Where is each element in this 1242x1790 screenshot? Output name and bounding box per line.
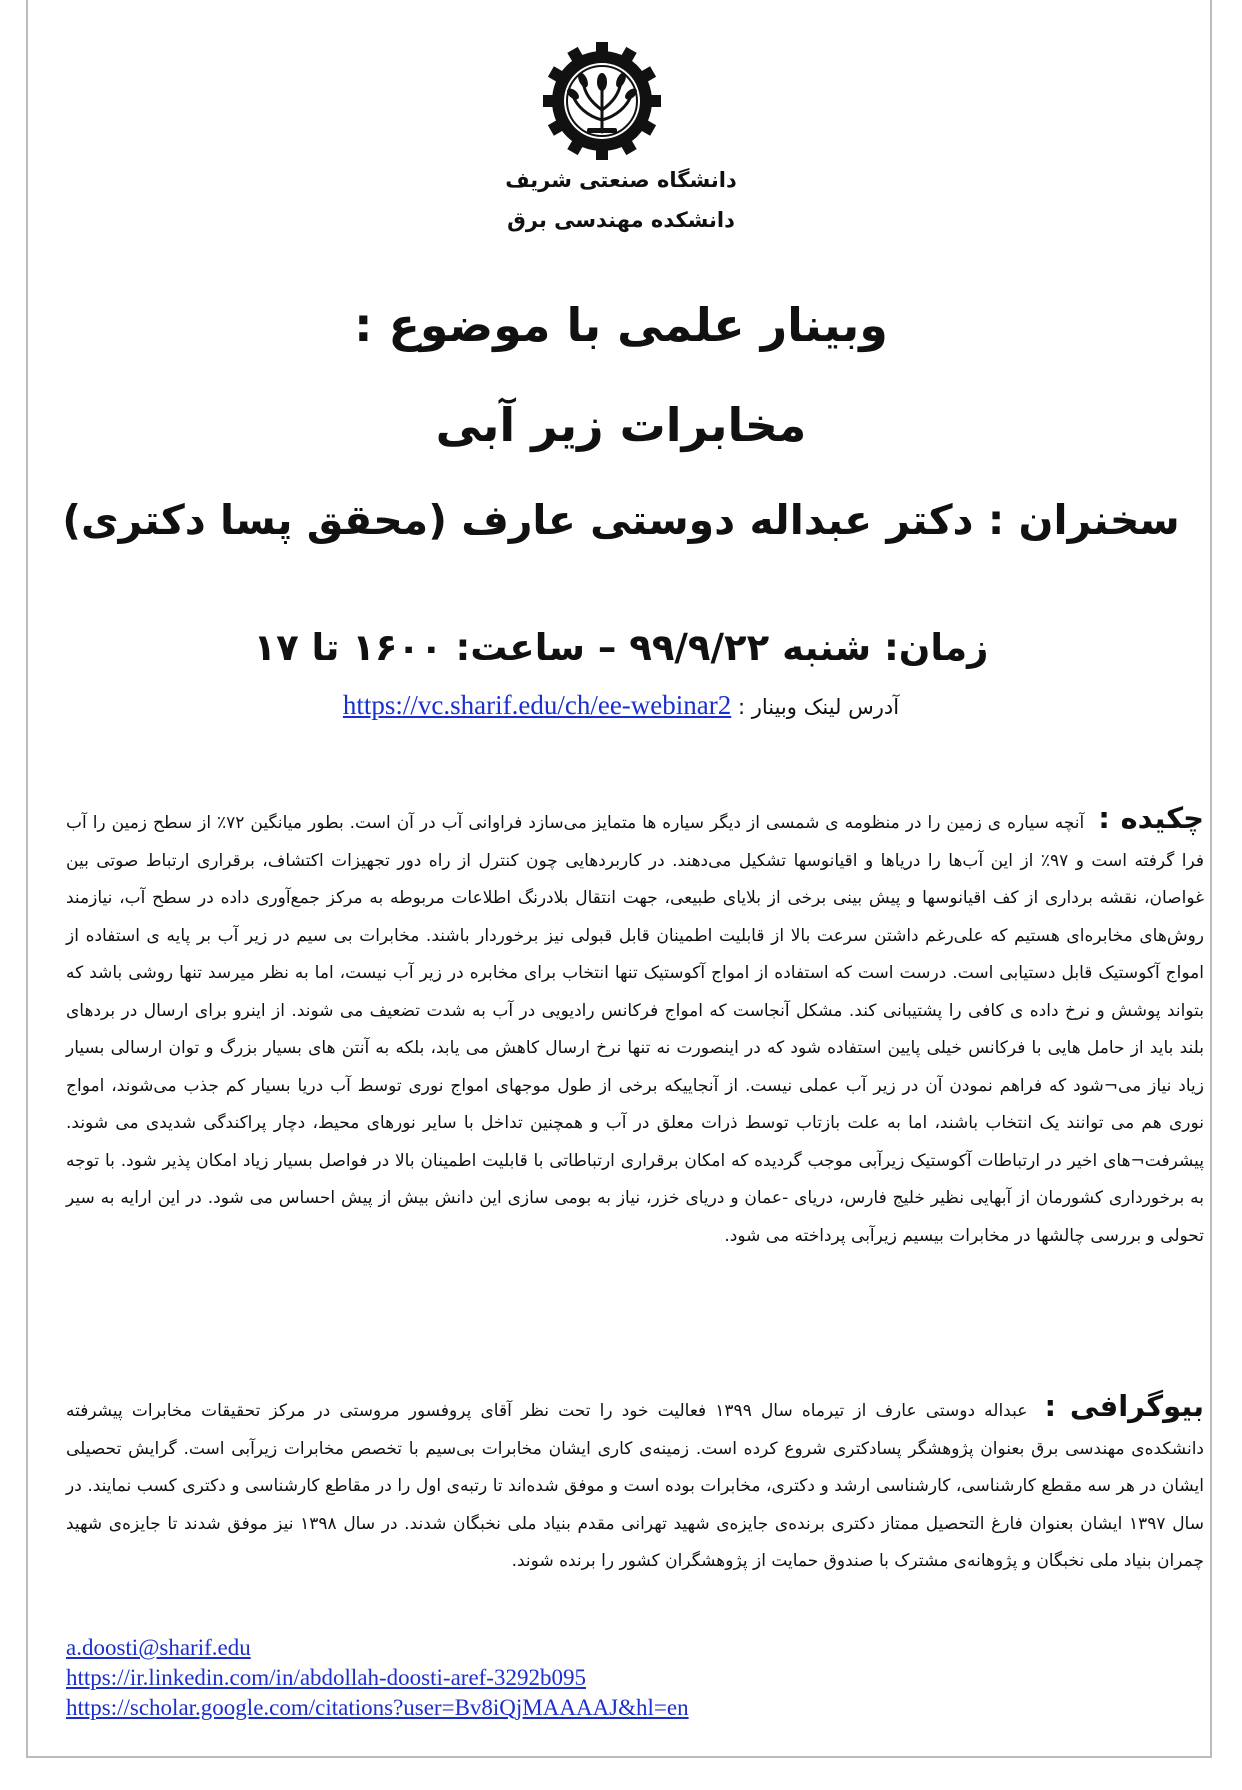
schedule-time: زمان: شنبه ۹۹/۹/۲۲ – ساعت: ۱۶۰۰ تا ۱۷ <box>253 626 989 669</box>
webinar-link-label: آدرس لینک وبینار : <box>737 695 900 719</box>
linkedin-link[interactable]: https://ir.linkedin.com/in/abdollah-doosti-aref-3292b095 <box>66 1665 586 1690</box>
biography-section <box>66 1388 1204 1581</box>
webinar-link-row <box>0 690 1242 721</box>
email-link[interactable]: a.doosti@sharif.edu <box>66 1635 251 1660</box>
sharif-university-logo-icon <box>541 40 663 162</box>
webinar-topic: مخابرات زیر آبی <box>435 398 807 452</box>
faculty-name: دانشکده مهندسی برق <box>507 208 735 232</box>
university-name: دانشگاه صنعتی شریف <box>505 168 737 192</box>
webinar-title-line: وبینار علمی با موضوع : <box>354 298 888 352</box>
scholar-link[interactable]: https://scholar.google.com/citations?user=Bv8iQjMAAAAJ&hl=en <box>66 1695 689 1720</box>
biography-heading: بیوگرافی : <box>1044 1389 1204 1423</box>
speaker-line: سخنران : دکتر عبداله دوستی عارف (محقق پسا دکتری) <box>62 496 1180 544</box>
abstract-section <box>66 800 1204 1255</box>
biography-text: عبداله دوستی عارف از تیرماه سال ۱۳۹۹ فعالیت خود را تحت نظر آقای پروفسور مروستی در مرکز تحقیقات مخابرات پیشرفته دانشکده‌ی مهندسی برق بعنوان پژوهشگر پسادکتری شروع کرده است. زمینه‌ی کاری ایشان مخابرات بی‌سیم با تخصص مخابرات زیرآبی است. گرایش تحصیلی ایشان در هر سه مقطع کارشناسی، کارشناسی ارشد و دکتری، مخابرات بوده است و موفق شده‌اند تا رتبه‌ی اول را در مقاطع کارشناسی و دکتری کسب نمایند. در سال ۱۳۹۷ ایشان بعنوان فارغ التحصیل ممتاز دکتری برنده‌ی جایزه‌ی شهید تهرانی مقدم بنیاد ملی نخبگان شدند. در سال ۱۳۹۸ نیز موفق شدند تا جایزه‌ی شهید چمران بنیاد ملی نخبگان و پژوهانه‌ی مشترک با صندوق حمایت از پژوهشگران کشور را برنده شوند. <box>66 1401 1204 1571</box>
webinar-link[interactable]: https://vc.sharif.edu/ch/ee-webinar2 <box>342 690 732 720</box>
abstract-heading: چکیده : <box>1098 801 1204 835</box>
abstract-text: آنچه سیاره ی زمین را در منظومه ی شمسی از دیگر سیاره ها متمایز می‌سازد فراوانی آب در آن است. بطور میانگین ۷۲٪ از سطح زمین را آب فرا گرفته است و ۹۷٪ از این آب‌ها را دریاها و اقیانوسها تشکیل می‌دهند. در کاربردهایی چون کنترل از راه دور تجهیزات اکتشاف، برقراری ارتباط صوتی بین غواصان، نقشه برداری از کف اقیانوسها و پیش بینی برخی از بلایای طبیعی، جهت انتقال بلادرنگ اطلاعات مربوطه به مرکز جمع‌آوری داده در سطح آب، نیازمند روش‌های مخابره‌ای هستیم که علی‌رغم داشتن سرعت بالا از قابلیت اطمینان قابل قبولی نیز برخوردار باشند. مخابرات بی سیم در زیر آب بر پایه ی استفاده از امواج آکوستیک قابل دستیابی است. درست است که استفاده از امواج آکوستیک تنها انتخاب برای مخابره در زیر آب نیست، اما به نظر میرسد تنها روشی باشد که بتواند پوشش و نرخ داده ی کافی را پشتیبانی کند. مشکل آنجاست که امواج فرکانس رادیویی در آب به شدت تضعیف می شوند. از اینرو برای ارسال در بردهای بلند باید از حامل هایی با فرکانس خیلی پایین استفاده شود که در اینصورت نه تنها نرخ ارسال کاهش می یابد، بلکه به آنتن های بسیار بزرگ و توان ارسالی بسیار زیاد نیاز می¬شود که فراهم نمودن آن در زیر آب عملی نیست. از آنجاییکه برخی از طول موجهای امواج نوری توسط آب دریا بسیار کم جذب می‌شوند، امواج نوری هم می توانند یک انتخاب باشند، اما به علت بازتاب توسط ذرات معلق در آب و همچنین تداخل با سایر نورهای محیط، دچار پراکندگی شدیدی می شوند. پیشرفت¬های اخیر در ارتباطات آکوستیک زیرآبی موجب گردیده که امکان برقراری ارتباطاتی با قابلیت اطمینان بالا در فواصل بسیار زیاد امکان پذیر شود. با توجه به برخورداری کشورمان از آبهایی نظیر خلیج فارس، دریای -عمان و دریای خزر، نیاز به بومی سازی این دانش بیش از پیش احساس می شود. در این ارایه به سیر تحولی و بررسی چالشها در مخابرات بیسیم زیرآبی پرداخته می شود. <box>66 813 1204 1246</box>
contact-links <box>66 1633 689 1723</box>
